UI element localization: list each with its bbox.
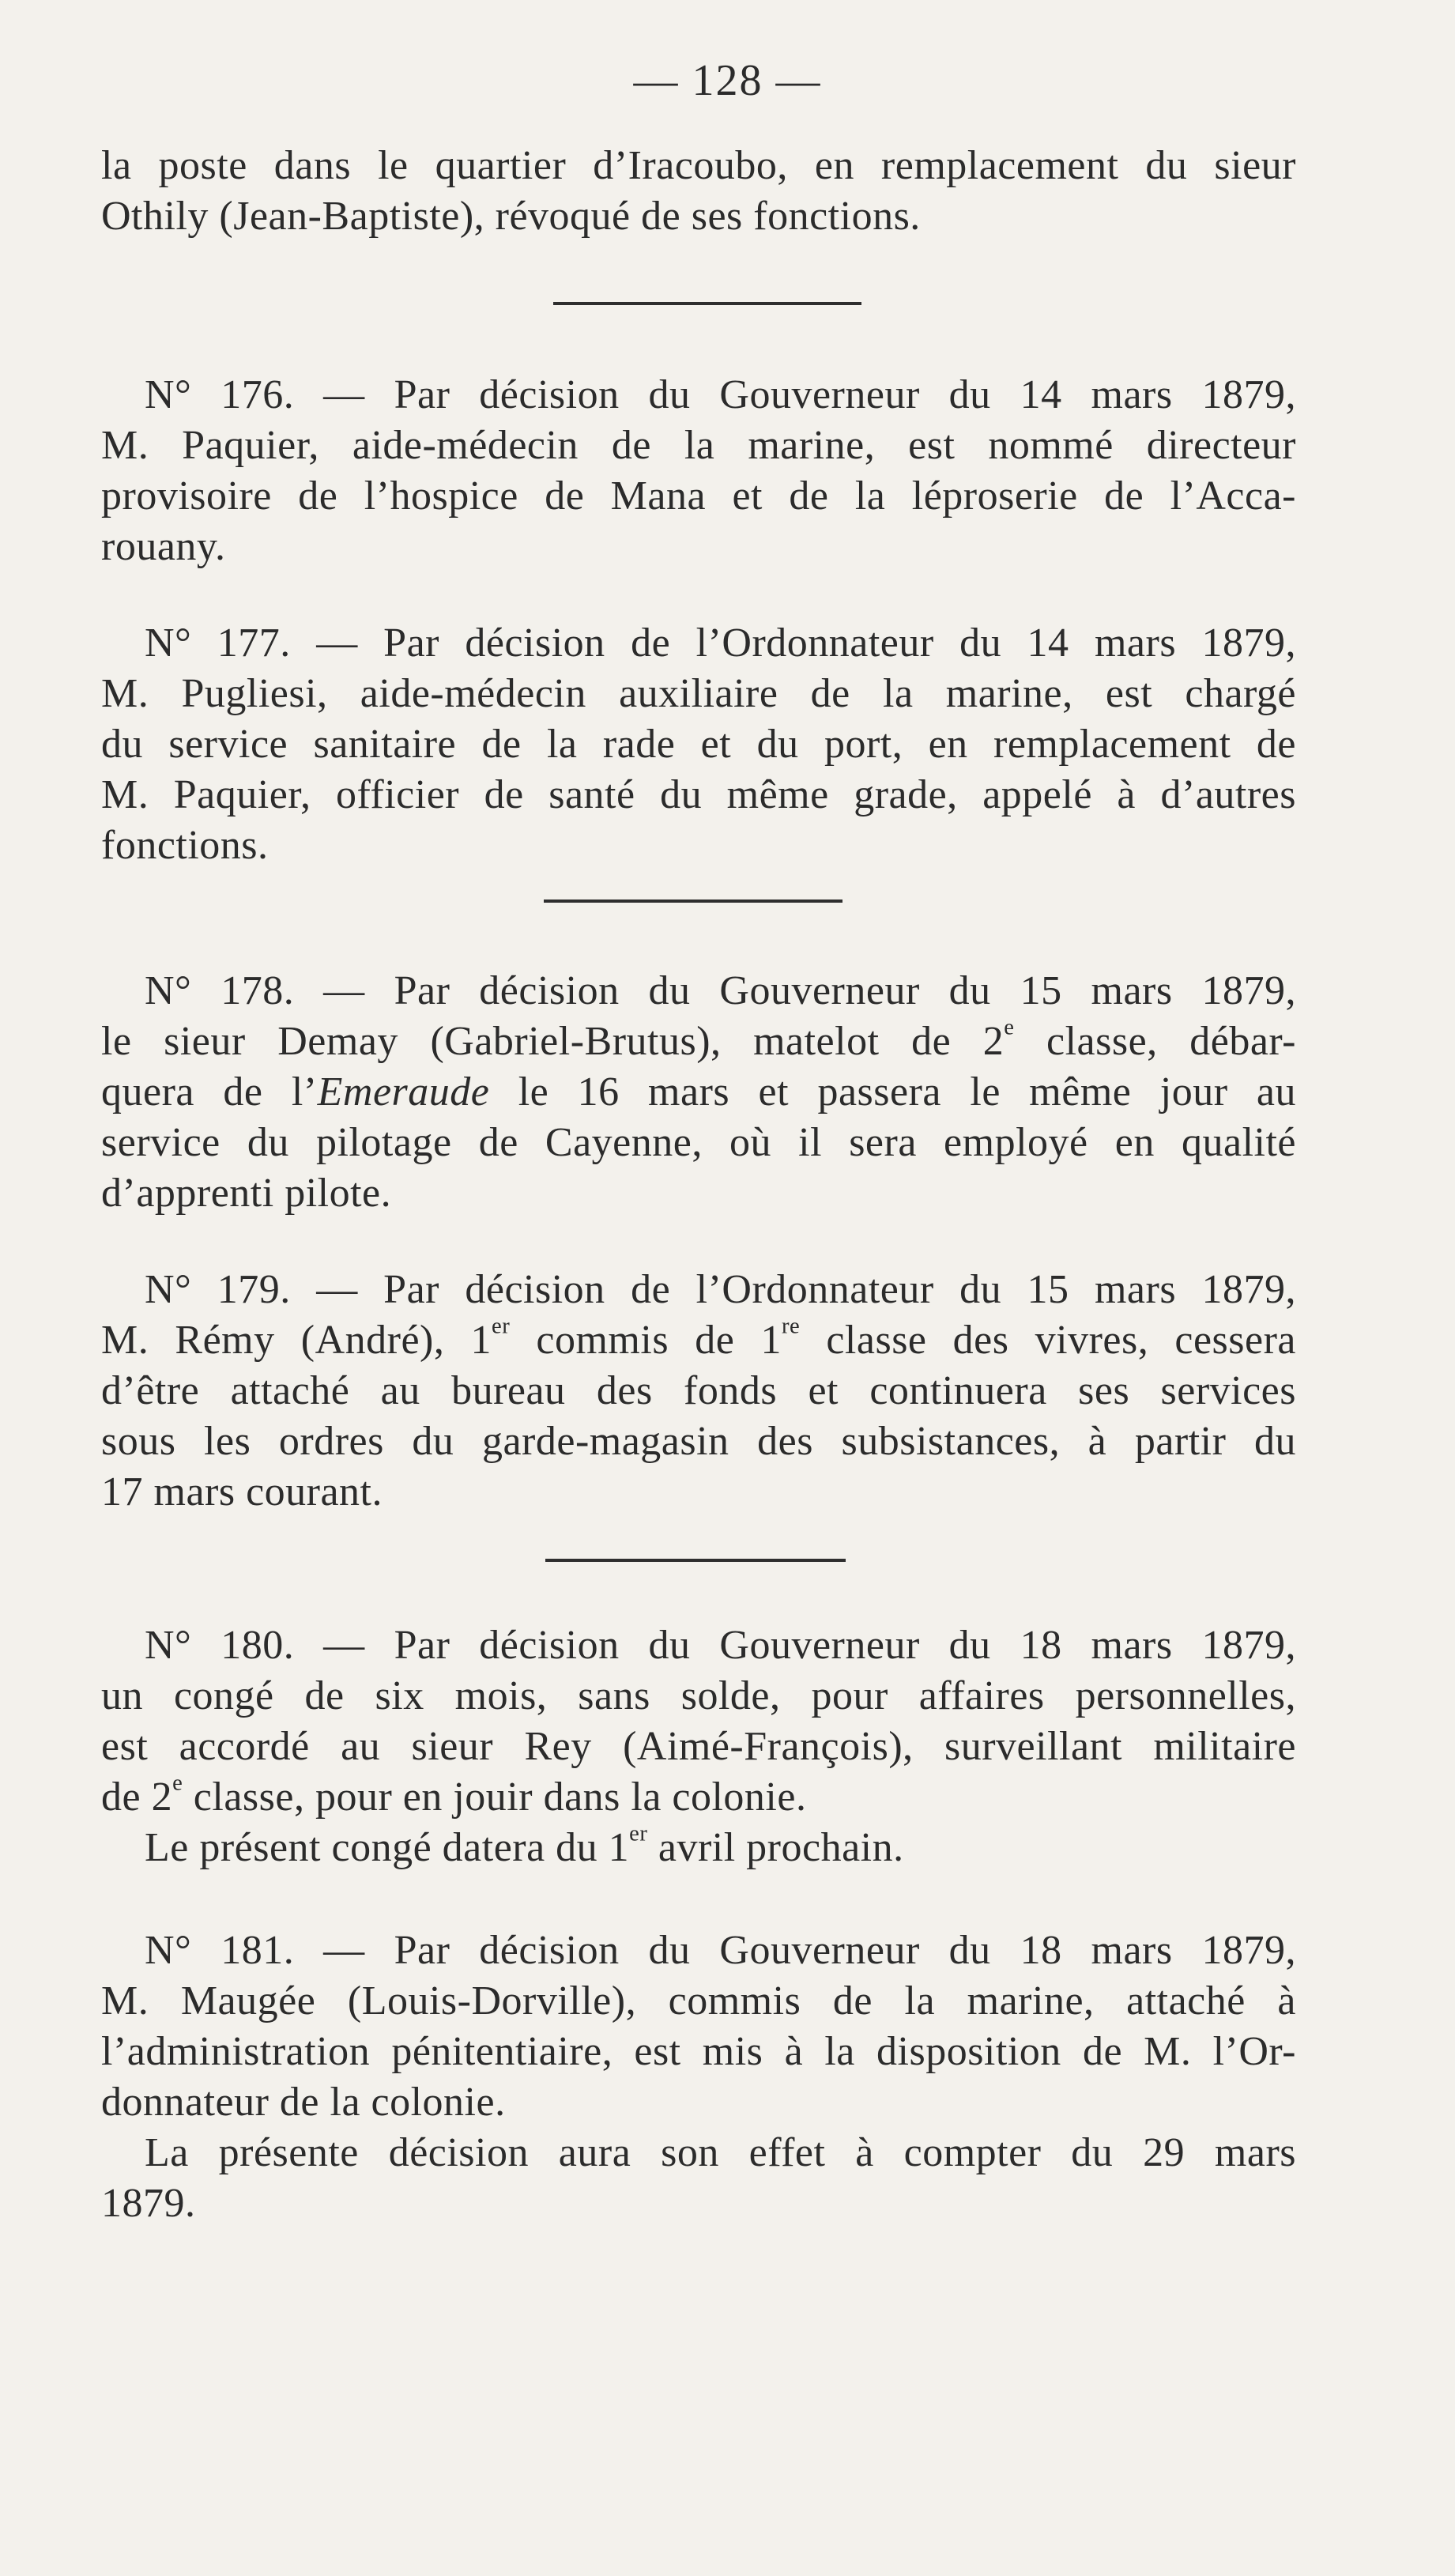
decision-181: [101, 1925, 1296, 2229]
text-line: sous les ordres du garde-magasin des subsistances, à partir du: [101, 1419, 1296, 1464]
text-segment: le 16 mars et passera le même jour au: [489, 1069, 1297, 1115]
text-line: M. Paquier, officier de santé du même grade, appelé à d’autres: [101, 772, 1296, 817]
text-line: Othily (Jean-Baptiste), révoqué de ses fonctions.: [101, 194, 921, 239]
text-line: [101, 1315, 1296, 1366]
superscript: e: [1004, 1015, 1015, 1040]
continuation-paragraph: [101, 141, 1296, 242]
text-segment: Le présent congé datera du 1: [145, 1825, 630, 1870]
separator-rule: [545, 1559, 846, 1562]
decision-180: [101, 1620, 1296, 1873]
text-segment: M. Rémy (André), 1: [101, 1318, 492, 1363]
text-segment: commis de 1: [510, 1318, 782, 1363]
decision-176: [101, 370, 1296, 572]
text-line: service du pilotage de Cayenne, où il sera employé en qualité: [101, 1120, 1296, 1165]
text-line: 17 mars courant.: [101, 1469, 383, 1514]
text-line: la poste dans le quartier d’Iracoubo, en remplacement du sieur: [101, 143, 1296, 188]
text-line: d’être attaché au bureau des fonds et continuera ses services: [101, 1368, 1296, 1413]
text-line: M. Pugliesi, aide-médecin auxiliaire de la marine, est chargé: [101, 671, 1296, 716]
text-line: provisoire de l’hospice de Mana et de la léproserie de l’Acca-: [101, 473, 1296, 519]
separator-rule: [544, 900, 842, 903]
text-line: [101, 1067, 1296, 1118]
text-line: [101, 1016, 1296, 1067]
text-line: est accordé au sieur Rey (Aimé-François), surveillant militaire: [101, 1724, 1296, 1769]
text-line: du service sanitaire de la rade et du port, en remplacement de: [101, 722, 1296, 767]
text-line: [101, 1772, 1296, 1823]
superscript: e: [172, 1771, 183, 1796]
page-number: — 128 —: [633, 56, 822, 105]
text-segment: de 2: [101, 1775, 173, 1820]
text-segment: classe, pour en jouir dans la colonie.: [183, 1775, 807, 1820]
text-line: l’administration pénitentiaire, est mis à la disposition de M. l’Or-: [101, 2029, 1296, 2074]
text-line: d’apprenti pilote.: [101, 1171, 392, 1216]
separator-rule: [553, 302, 861, 305]
decision-heading: N° 179. — Par décision de l’Ordonnateur du 15 mars 1879,: [145, 1267, 1296, 1312]
text-segment: classe, débar-: [1014, 1019, 1296, 1064]
text-segment: quera de l’: [101, 1069, 318, 1115]
decision-179: [101, 1265, 1296, 1518]
text-line: 1879.: [101, 2181, 196, 2226]
text-line: donnateur de la colonie.: [101, 2080, 506, 2125]
text-line: rouany.: [101, 524, 226, 569]
superscript: er: [629, 1821, 648, 1846]
text-line: un congé de six mois, sans solde, pour affaires personnelles,: [101, 1673, 1296, 1718]
text-segment: classe des vivres, cessera: [800, 1318, 1296, 1363]
decision-178: [101, 966, 1296, 1219]
decision-177: [101, 618, 1296, 871]
text-line: M. Paquier, aide-médecin de la marine, est nommé directeur: [101, 423, 1296, 468]
text-line: La présente décision aura son effet à compter du 29 mars: [145, 2130, 1296, 2175]
ship-name: Emeraude: [317, 1069, 490, 1115]
decision-heading: N° 176. — Par décision du Gouverneur du 14 mars 1879,: [145, 372, 1296, 417]
text-segment: avril prochain.: [647, 1825, 904, 1870]
decision-heading: N° 177. — Par décision de l’Ordonnateur du 14 mars 1879,: [145, 620, 1296, 666]
decision-heading: N° 180. — Par décision du Gouverneur du 18 mars 1879,: [145, 1623, 1296, 1668]
superscript: er: [492, 1314, 511, 1339]
text-segment: le sieur Demay (Gabriel-Brutus), matelot de 2: [101, 1019, 1005, 1064]
text-line: fonctions.: [101, 823, 269, 868]
text-line: [101, 1823, 1296, 1873]
text-line: M. Maugée (Louis-Dorville), commis de la marine, attaché à: [101, 1978, 1296, 2023]
superscript: re: [781, 1314, 801, 1339]
decision-heading: N° 178. — Par décision du Gouverneur du 15 mars 1879,: [145, 968, 1296, 1013]
decision-heading: N° 181. — Par décision du Gouverneur du 18 mars 1879,: [145, 1928, 1296, 1973]
